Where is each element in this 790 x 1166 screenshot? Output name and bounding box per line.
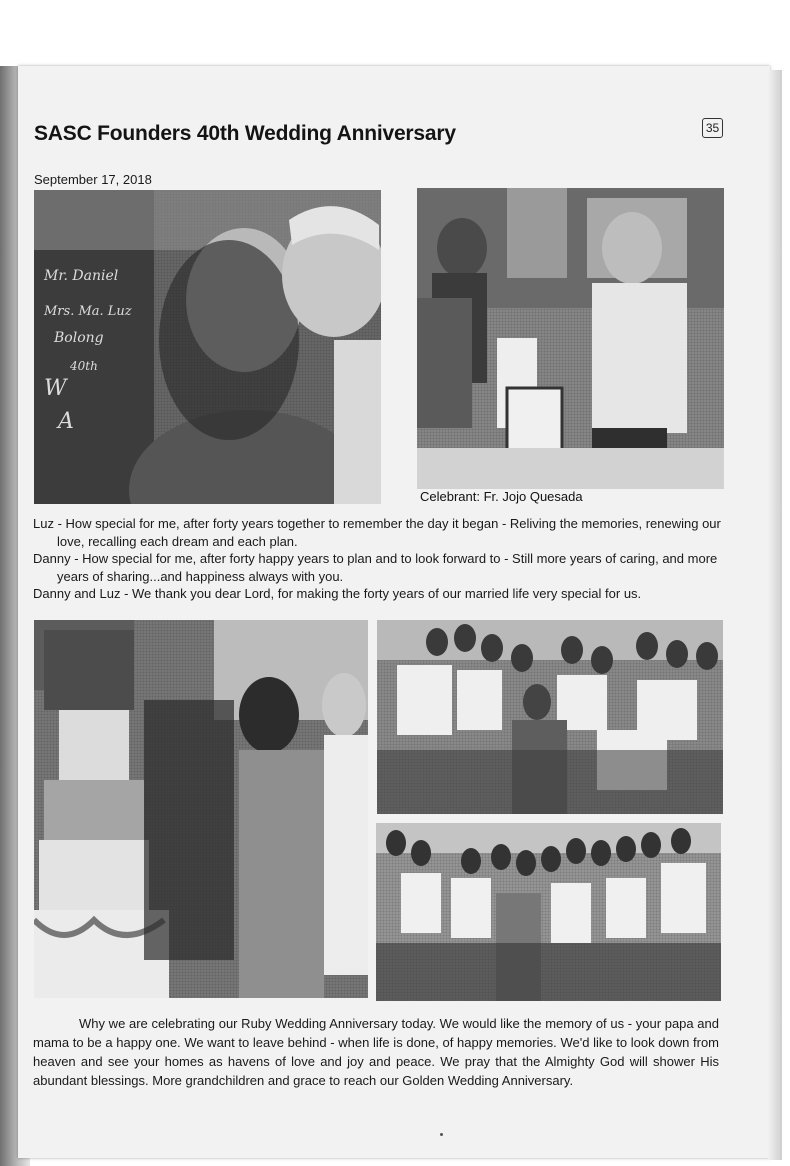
- group-photo-top: [377, 620, 723, 814]
- svg-text:Mrs. Ma. Luz: Mrs. Ma. Luz: [44, 304, 132, 319]
- closing-message: Why we are celebrating our Ruby Wedding Anniversary today. We would like the memory of us - your papa and mama to be a happy one. We want to leave behind - when life is done, of happy memories. We'd like to look down from heaven and see your homes as havens of love and joy and peace. We pray that the Almighty God will shower His abundant blessings. More grandchildren and grace to reach our Golden Wedding Anniversary.: [33, 1016, 719, 1088]
- page-title: SASC Founders 40th Wedding Anniversary: [34, 122, 456, 145]
- svg-text:W: W: [44, 376, 67, 401]
- svg-text:Bolong: Bolong: [54, 330, 104, 346]
- svg-text:Mr. Daniel: Mr. Daniel: [44, 268, 119, 284]
- altar-photo-caption: Celebrant: Fr. Jojo Quesada: [420, 489, 583, 504]
- event-date: September 17, 2018: [34, 172, 152, 187]
- altar-photo: [417, 188, 724, 489]
- group-photo-bottom: [376, 823, 721, 1001]
- poem-verse-luz: Luz - How special for me, after forty years together to remember the day it began - Reliving the memories, renewing our love, recalling each dream and each plan.: [33, 516, 721, 549]
- svg-text:A: A: [58, 409, 74, 434]
- page-edge: [768, 70, 782, 1160]
- page-speck: [440, 1133, 443, 1136]
- anniversary-poem: [33, 515, 733, 603]
- couple-portrait-photo: [34, 190, 381, 504]
- cake-cutting-photo: [34, 620, 368, 998]
- page-number-badge: 35: [702, 118, 723, 138]
- poem-verse-both: Danny and Luz - We thank you dear Lord, for making the forty years of our married life very special for us.: [33, 586, 642, 601]
- poem-verse-danny: Danny - How special for me, after forty happy years to plan and to look forward to - Still more years of caring, and more years of sharing...and happiness always with you.: [33, 551, 718, 584]
- svg-text:40th: 40th: [70, 359, 98, 373]
